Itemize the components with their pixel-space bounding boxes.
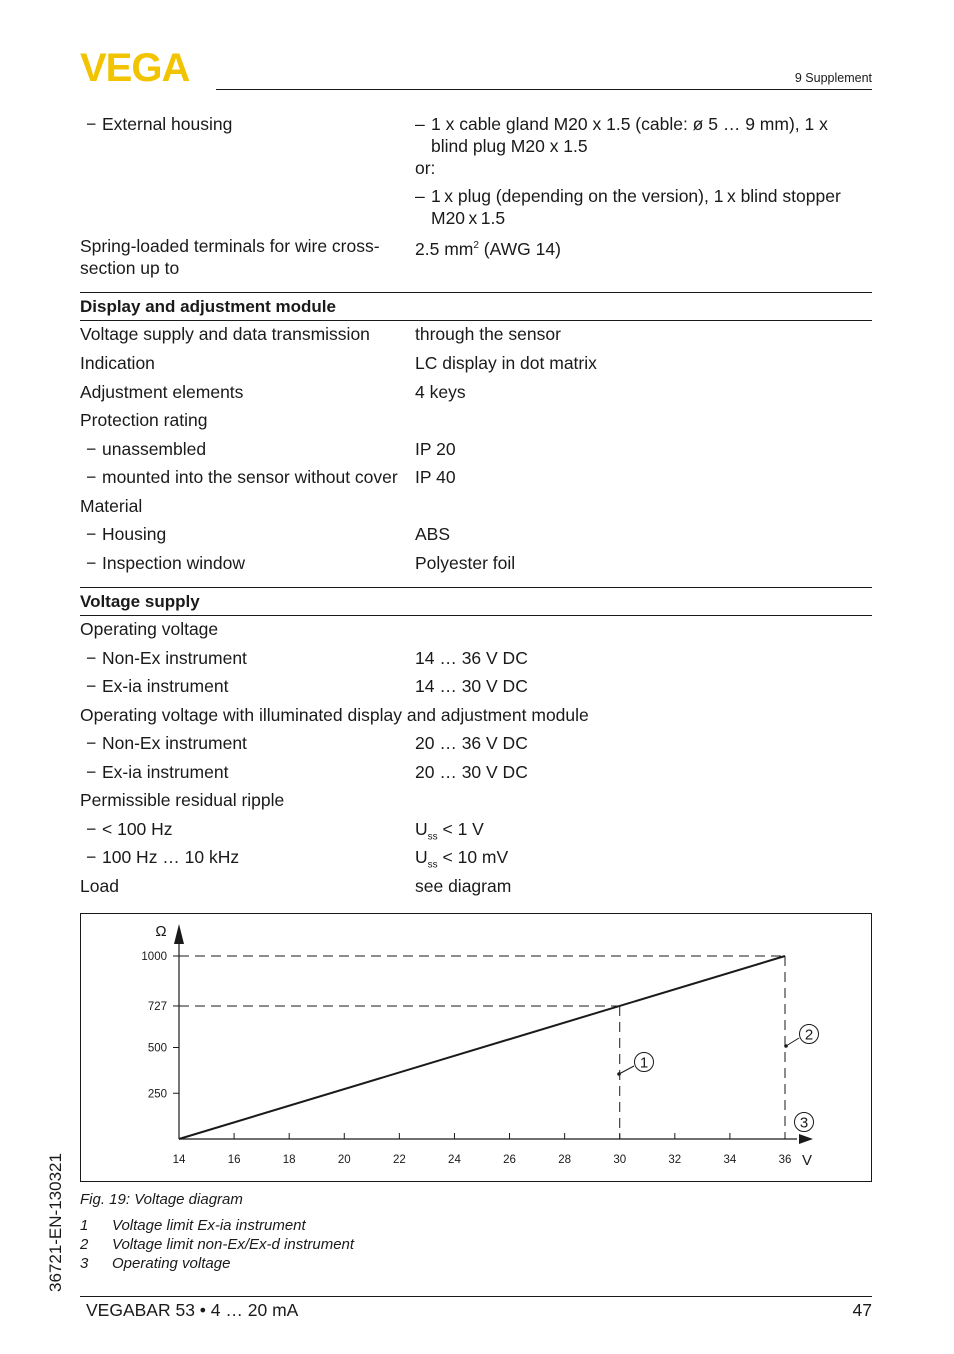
voltage-load-chart — [81, 914, 871, 1181]
y-tick-label: 1000 — [141, 951, 167, 963]
external-housing-value: – 1 x cable gland M20 x 1.5 (cable: ø 5 … 9 mm), 1 x blind plug M20 x 1.5 or: – 1 x plug (depending on the version), 1 x blind stopper M20 x 1.5 — [415, 114, 841, 228]
marker-label: 2 — [804, 1026, 814, 1044]
x-tick-label: 18 — [282, 1154, 296, 1166]
section-rule — [80, 615, 872, 616]
y-tick-label: 500 — [147, 1042, 167, 1055]
spring-terminals-value: 2.5 $mm^2$ (AWG 14) — [415, 238, 561, 259]
spring-terminals-label: Spring-loaded terminals for wire cross- section up to — [80, 236, 380, 278]
y-unit-label: Ω — [155, 923, 167, 940]
x-tick-label: 20 — [337, 1154, 351, 1166]
footer-rule — [80, 1296, 872, 1297]
marker-dot — [784, 1044, 788, 1048]
x-tick-label: 14 — [172, 1154, 186, 1166]
footer-product: VEGABAR 53 • 4 … 20 mA — [86, 1300, 299, 1320]
document-code: 36721-EN-130321 — [46, 1153, 65, 1292]
y-tick-label: 727 — [147, 1000, 167, 1013]
x-tick-label: 22 — [392, 1154, 406, 1166]
x-tick-label: 32 — [668, 1154, 682, 1166]
legend-item: 3 Operating voltage — [80, 1255, 231, 1272]
section-rule — [80, 292, 872, 293]
legend-item: 1 Voltage limit Ex-ia instrument — [80, 1217, 306, 1234]
x-unit-label: V — [801, 1152, 813, 1169]
marker-dot — [617, 1072, 621, 1076]
marker-label: 3 — [799, 1114, 809, 1132]
x-tick-label: 30 — [613, 1154, 627, 1166]
marker-leader — [786, 1038, 799, 1046]
x-tick-label: 24 — [448, 1154, 461, 1166]
y-axis-arrow — [174, 924, 184, 944]
external-housing-label: − External housing — [86, 114, 233, 134]
load-line — [179, 956, 785, 1139]
x-tick-label: 34 — [723, 1154, 737, 1166]
section-rule — [80, 320, 872, 321]
voltage-supply-heading: Voltage supply — [80, 592, 200, 611]
legend-item: 2 Voltage limit non-Ex/Ex-d instrument — [80, 1236, 355, 1253]
x-tick-label: 26 — [503, 1154, 516, 1166]
x-axis-arrow — [799, 1134, 813, 1144]
section-rule — [80, 587, 872, 588]
figure-caption: Fig. 19: Voltage diagram — [80, 1191, 243, 1208]
y-tick-label: 250 — [147, 1088, 167, 1101]
svg-text:VEGA: VEGA — [80, 50, 190, 84]
section-label: 9 Supplement — [794, 71, 872, 85]
external-housing-row — [80, 113, 872, 228]
marker-label: 1 — [639, 1054, 649, 1072]
marker-leader — [619, 1066, 634, 1074]
page-number: 47 — [852, 1300, 872, 1320]
load-diagram-frame — [80, 913, 872, 1182]
header-rule — [216, 89, 872, 90]
x-tick-label: 16 — [227, 1154, 241, 1166]
vega-logo — [80, 50, 212, 84]
x-tick-label: 28 — [558, 1154, 572, 1166]
x-tick-label: 36 — [778, 1154, 792, 1166]
display-module-heading: Display and adjustment module — [80, 297, 336, 316]
